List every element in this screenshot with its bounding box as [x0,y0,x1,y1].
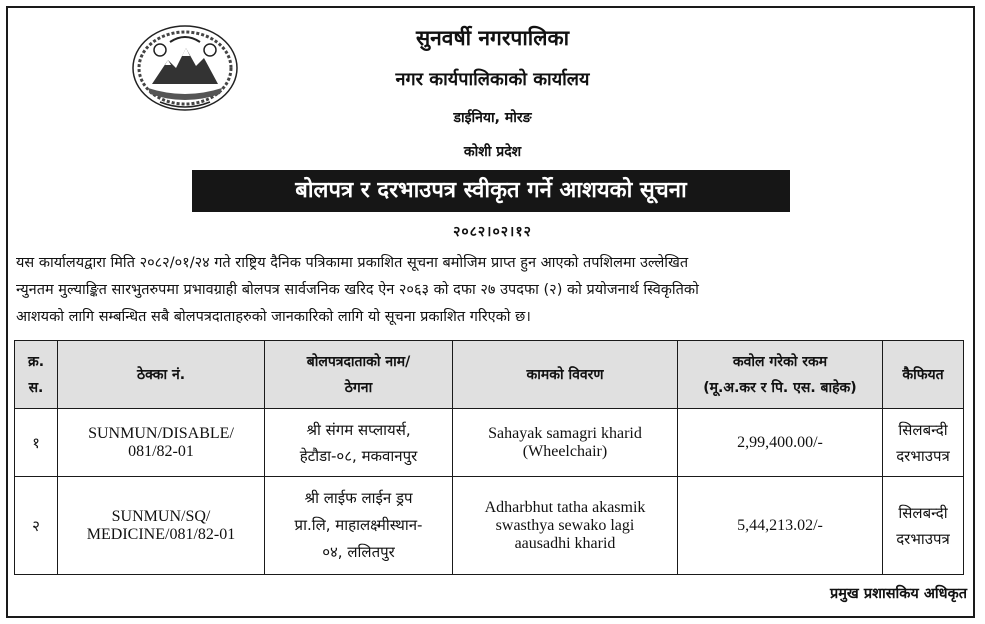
row-remarks: सिलबन्दी दरभाउपत्र [883,477,964,575]
header-contract: ठेक्का नं. [58,341,265,409]
notice-banner: बोलपत्र र दरभाउपत्र स्वीकृत गर्ने आशयको सूचना [192,170,790,212]
paragraph-line: न्युनतम मुल्याङ्कित सारभुतरुपमा प्रभावग्राही बोलपत्र सार्वजनिक खरिद ऐन २०६३ को दफा २७ उपदफा (२) को प्रयोजनार्थ स्विकृतिको [16,282,699,298]
header-work: कामको विवरण [453,341,678,409]
row-work-description: Sahayak samagri kharid (Wheelchair) [453,409,678,477]
table-row [15,409,964,477]
office-title: नगर कार्यपालिकाको कार्यालय [395,69,590,90]
paragraph-line: आशयको लागि सम्बन्धित सबै बोलपत्रदाताहरुको जानकारिको लागि यो सूचना प्रकाशित गरिएको छ। [16,309,531,325]
notice-date: २०८२।०२।१२ [453,224,532,240]
office-address: डाईनिया, मोरङ [453,110,532,126]
row-bidder: श्री संगम सप्लायर्स, हेटौडा-०८, मकवानपुर [265,409,453,477]
bid-table [14,340,964,575]
row-contract-number: SUNMUN/DISABLE/ 081/82-01 [58,409,265,477]
row-remarks: सिलबन्दी दरभाउपत्र [883,409,964,477]
province-name: कोशी प्रदेश [463,144,522,160]
table-header-row [15,341,964,409]
row-contract-number: SUNMUN/SQ/ MEDICINE/081/82-01 [58,477,265,575]
signatory-title: प्रमुख प्रशासकिय अधिकृत [830,586,967,602]
row-serial: २ [15,477,58,575]
row-amount: 2,99,400.00/- [678,409,883,477]
municipality-title: सुनवर्षी नगरपालिका [415,26,570,50]
header-bidder: बोलपत्रदाताको नाम/ ठेगना [265,341,453,409]
header-serial: क्र. स. [15,341,58,409]
notice-paragraph [16,250,968,331]
header-remarks: कैफियत [883,341,964,409]
header-amount: कवोल गरेको रकम (मू.अ.कर र पि. एस. बाहेक) [678,341,883,409]
row-work-description: Adharbhut tatha akasmik swasthya sewako lagi aausadhi kharid [453,477,678,575]
row-amount: 5,44,213.02/- [678,477,883,575]
paragraph-line: यस कार्यालयद्वारा मिति २०८२/०१/२४ गते राष्ट्रिय दैनिक पत्रिकामा प्रकाशित सूचना बमोजिम प्राप्त हुन आएको तपशिलमा उल्लेखित [16,255,689,271]
row-bidder: श्री लाईफ लाईन ड्रप प्रा.लि, माहालक्ष्मीस्थान- ०४, ललितपुर [265,477,453,575]
row-serial: १ [15,409,58,477]
table-row [15,477,964,575]
